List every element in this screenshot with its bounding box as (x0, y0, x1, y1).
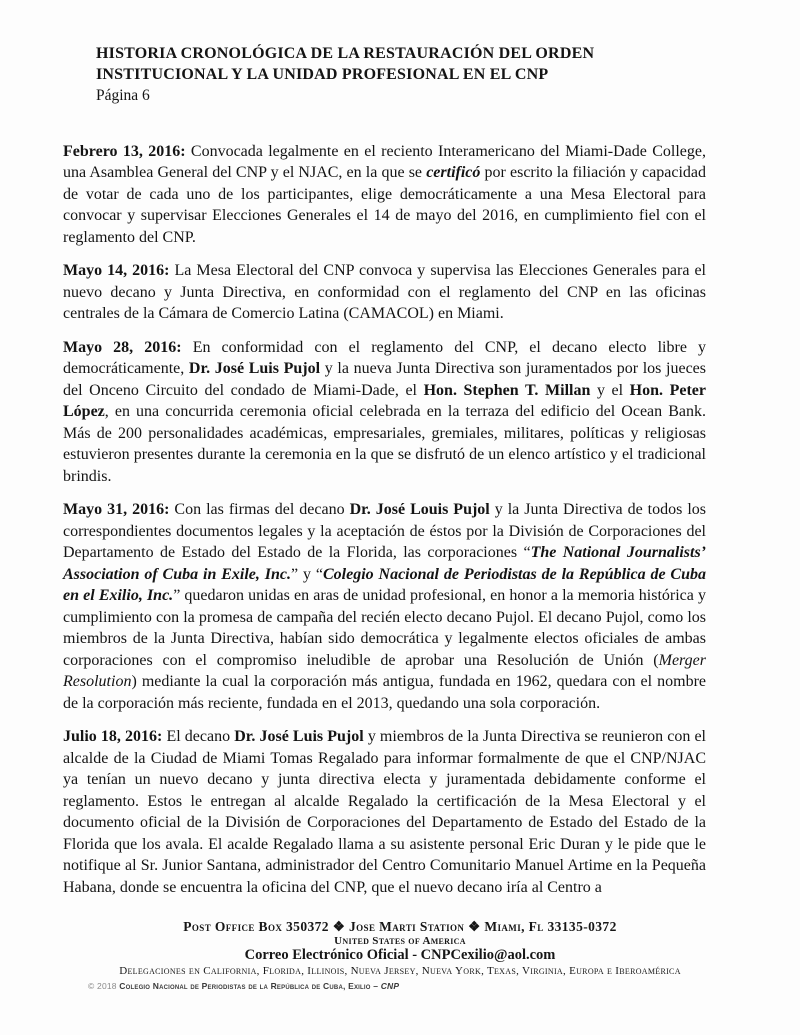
text-run: Con las firmas del decano (169, 501, 350, 518)
document-body (63, 141, 706, 899)
text-run: Mayo 14, 2016: (63, 262, 170, 279)
text-run: Mayo 28, 2016: (63, 338, 182, 356)
page-title-line-2: INSTITUCIONAL Y LA UNIDAD PROFESIONAL EN EL CNP (96, 65, 549, 83)
paragraph-febrero-13-2016 (63, 141, 706, 249)
text-run: ” y “ (291, 565, 323, 583)
text-run: por escrito la filiación y capacidad de votar de cada uno de los participantes, elige democráticamente a una Mesa Electoral para convocar y supervisar Elecciones Generales el 14 de mayo del 2016, en cumplimiento fiel con el reglamento del CNP. (63, 164, 706, 246)
footer-country-line: United States of America (334, 935, 466, 947)
copyright-org: Colegio Nacional de Periodistas de la República de Cuba, Exilio – (119, 981, 381, 991)
page-title-line-1: HISTORIA CRONOLÓGICA DE LA RESTAURACIÓN DEL ORDEN (96, 45, 595, 62)
text-run: Dr. José Louis Pujol (349, 501, 490, 518)
page-number-label: Página 6 (96, 87, 150, 104)
text-run: Colegio Nacional de Periodistas de la República de Cuba en el Exilio, Inc. (63, 565, 707, 604)
text-run: Convocada legalmente en el reciento Interamericano del Miami-Dade College, una Asamblea General del CNP y el NJAC, en la que se (63, 142, 706, 181)
copyright-line (88, 981, 399, 991)
document-footer (0, 919, 800, 978)
text-run: Hon. Peter López (63, 381, 707, 420)
text-run: y la Junta Directiva de todos los correspondientes documentos legales y la aceptación de éstos por la División de Corporaciones del Departamento de Estado del Estado de la Florida, las corporaciones “ (63, 501, 706, 561)
text-run: , en una concurrida ceremonia oficial celebrada en la terraza del edificio del Ocean Bank. Más de 200 personalidades académicas, empresariales, gremiales, militares, políticas y religiosas estuvieron presentes durante la ceremonia en la que se disfrutó de un elenco artístico y el tradicional brindis. (63, 403, 706, 485)
copyright-year: © 2018 (88, 981, 120, 991)
document-header (96, 44, 706, 107)
text-run: The National Journalists’ Association of Cuba in Exile, Inc. (63, 544, 707, 583)
text-run: Dr. José Luis Pujol (188, 360, 321, 377)
footer-delegations-line: Delegaciones en California, Florida, Illinois, Nueva Jersey, Nueva York, Texas, Virginia, Europa e Iberoamérica (119, 965, 681, 977)
text-run: El decano (162, 728, 235, 745)
text-run: Merger Resolution (63, 651, 706, 690)
text-run: Dr. José Luis Pujol (234, 728, 364, 745)
text-run: Julio 18, 2016: (63, 728, 163, 745)
text-run: ) mediante la cual la corporación más antigua, fundada en 1962, quedara con el nombre de la corporación más reciente, fundada en el 2013, quedando una sola corporación. (63, 673, 706, 712)
copyright-org-abbr: CNP (380, 981, 400, 991)
text-run: ” quedaron unidas en aras de unidad profesional, en honor a la memoria histórica y cumplimiento con la promesa de campaña del recién electo decano Pujol. El decano Pujol, como los miembros de la Junta Directiva, habían sido democrática y legalmente electos oficiales de ambas corporaciones con el compromiso ineludible de aprobar una Resolución de Unión ( (63, 587, 706, 669)
text-run: Febrero 13, 2016: (63, 142, 186, 160)
text-run: y la nueva Junta Directiva son juramentados por los jueces del Onceno Circuito del condado de Miami-Dade, el (63, 360, 707, 399)
text-run: y el (590, 381, 630, 399)
footer-email-line: Correo Electrónico Oficial - CNPCexilio@aol.com (244, 947, 556, 963)
footer-address-line: Post Office Box 350372 ❖ Jose Marti Station ❖ Miami, Fl 33135-0372 (183, 919, 617, 934)
text-run: y miembros de la Junta Directiva se reunieron con el alcalde de la Ciudad de Miami Tomas Regalado para informar formalmente de que el CNP/NJAC ya tenían un nuevo decano y junta directiva electa y juramentada debidamente conforme el reglamento. Estos le entregan al alcalde Regalado la certificación de la Mesa Electoral y el documento oficial de la División de Corporaciones del Departamento de Estado del Estado de la Florida que los avala. El acalde Regalado llama a su asistente personal Eric Duran y le pide que le notifique al Sr. Junior Santana, administrador del Centro Comunitario Manuel Artime en la Pequeña Habana, donde se encuentra la oficina del CNP, que el nuevo decano iría al Centro a (63, 728, 707, 896)
paragraph-mayo-31-2016 (63, 499, 706, 714)
text-run: La Mesa Electoral del CNP convoca y supervisa las Elecciones Generales para el nuevo decano y Junta Directiva, en conformidad con el reglamento del CNP en las oficinas centrales de la Cámara de Comercio Latina (CAMACOL) en Miami. (63, 262, 706, 322)
paragraph-mayo-14-2016 (63, 260, 706, 325)
text-run: Hon. Stephen T. Millan (423, 381, 591, 399)
text-run: certificó (426, 164, 481, 181)
paragraph-julio-18-2016 (63, 726, 706, 898)
text-run: En conformidad con el reglamento del CNP, el decano electo libre y democráticamente, (63, 338, 707, 377)
text-run: Mayo 31, 2016: (63, 501, 170, 518)
paragraph-mayo-28-2016 (63, 337, 706, 488)
